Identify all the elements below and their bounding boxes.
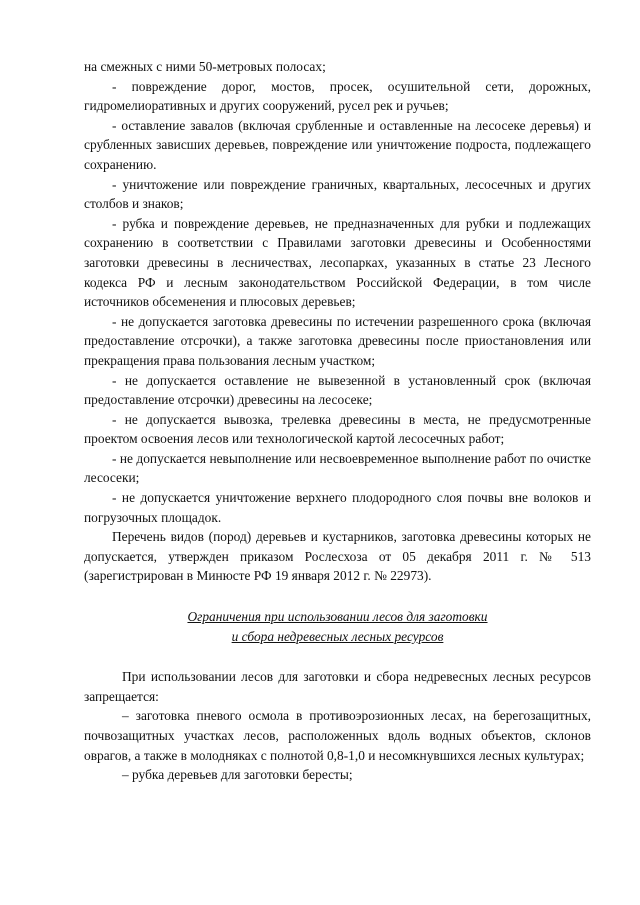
paragraph: При использовании лесов для заготовки и сбора недревесных лесных ресурсов запрещается: [84, 669, 591, 704]
section-heading-line1: Ограничения при использовании лесов для заготовки [187, 609, 488, 625]
paragraph: - не допускается заготовка древесины по истечении разрешенного срока (включая предоставление отсрочки), а также заготовка древесины после приостановления или прекращения права пользования лесным участком; [84, 313, 591, 368]
document-page [84, 57, 591, 785]
list-item: – заготовка пневого осмола в противоэрозионных лесах, на берегозащитных, почвозащитных участках лесов, расположенных вдоль водных объектов, склонов оврагов, а также в молодняках с полнотой 0,8-1,0 и несомкнувшихся лесных культурах; [84, 708, 591, 763]
paragraph: Перечень видов (пород) деревьев и кустарников, заготовка древесины которых не допускается, утвержден приказом Рослесхоза от 05 декабря 2011 г. № 513 (зарегистрирован в Минюсте РФ 19 января 2012 г. № 22973). [84, 529, 591, 584]
paragraph: - не допускается вывозка, трелевка древесины в места, не предусмотренные проектом освоения лесов или технологической картой лесосечных работ; [84, 411, 591, 447]
paragraph: - уничтожение или повреждение граничных, квартальных, лесосечных и других столбов и знаков; [84, 176, 591, 212]
paragraph: на смежных с ними 50-метровых полосах; [84, 59, 326, 74]
paragraph: - рубка и повреждение деревьев, не предназначенных для рубки и подлежащих сохранению в соответствии с Правилами заготовки древесины и Особенностями заготовки древесины в лесничествах, лесопарках, указанных в статье 23 Лесного кодекса РФ и лесным законодательством Российской Федерации, в том числе источников обсеменения и плюсовых деревьев; [84, 215, 591, 310]
paragraph: - не допускается уничтожение верхнего плодородного слоя почвы вне волоков и погрузочных площадок. [84, 490, 591, 525]
paragraph: - оставление завалов (включая срубленные и оставленные на лесосеке деревья) и срубленных зависших деревьев, повреждение или уничтожение подроста, подлежащего сохранению. [84, 117, 591, 172]
paragraph: - не допускается невыполнение или несвоевременное выполнение работ по очистке лесосеки; [84, 450, 591, 486]
paragraph: - повреждение дорог, мостов, просек, осушительной сети, дорожных, гидромелиоративных и других сооружений, русел рек и ручьев; [84, 78, 591, 114]
list-item: – рубка деревьев для заготовки бересты; [122, 767, 353, 783]
section-heading-line2: и сбора недревесных лесных ресурсов [231, 628, 444, 644]
paragraph: - не допускается оставление не вывезенной в установленный срок (включая предоставление отсрочки) древесины на лесосеке; [84, 372, 591, 408]
